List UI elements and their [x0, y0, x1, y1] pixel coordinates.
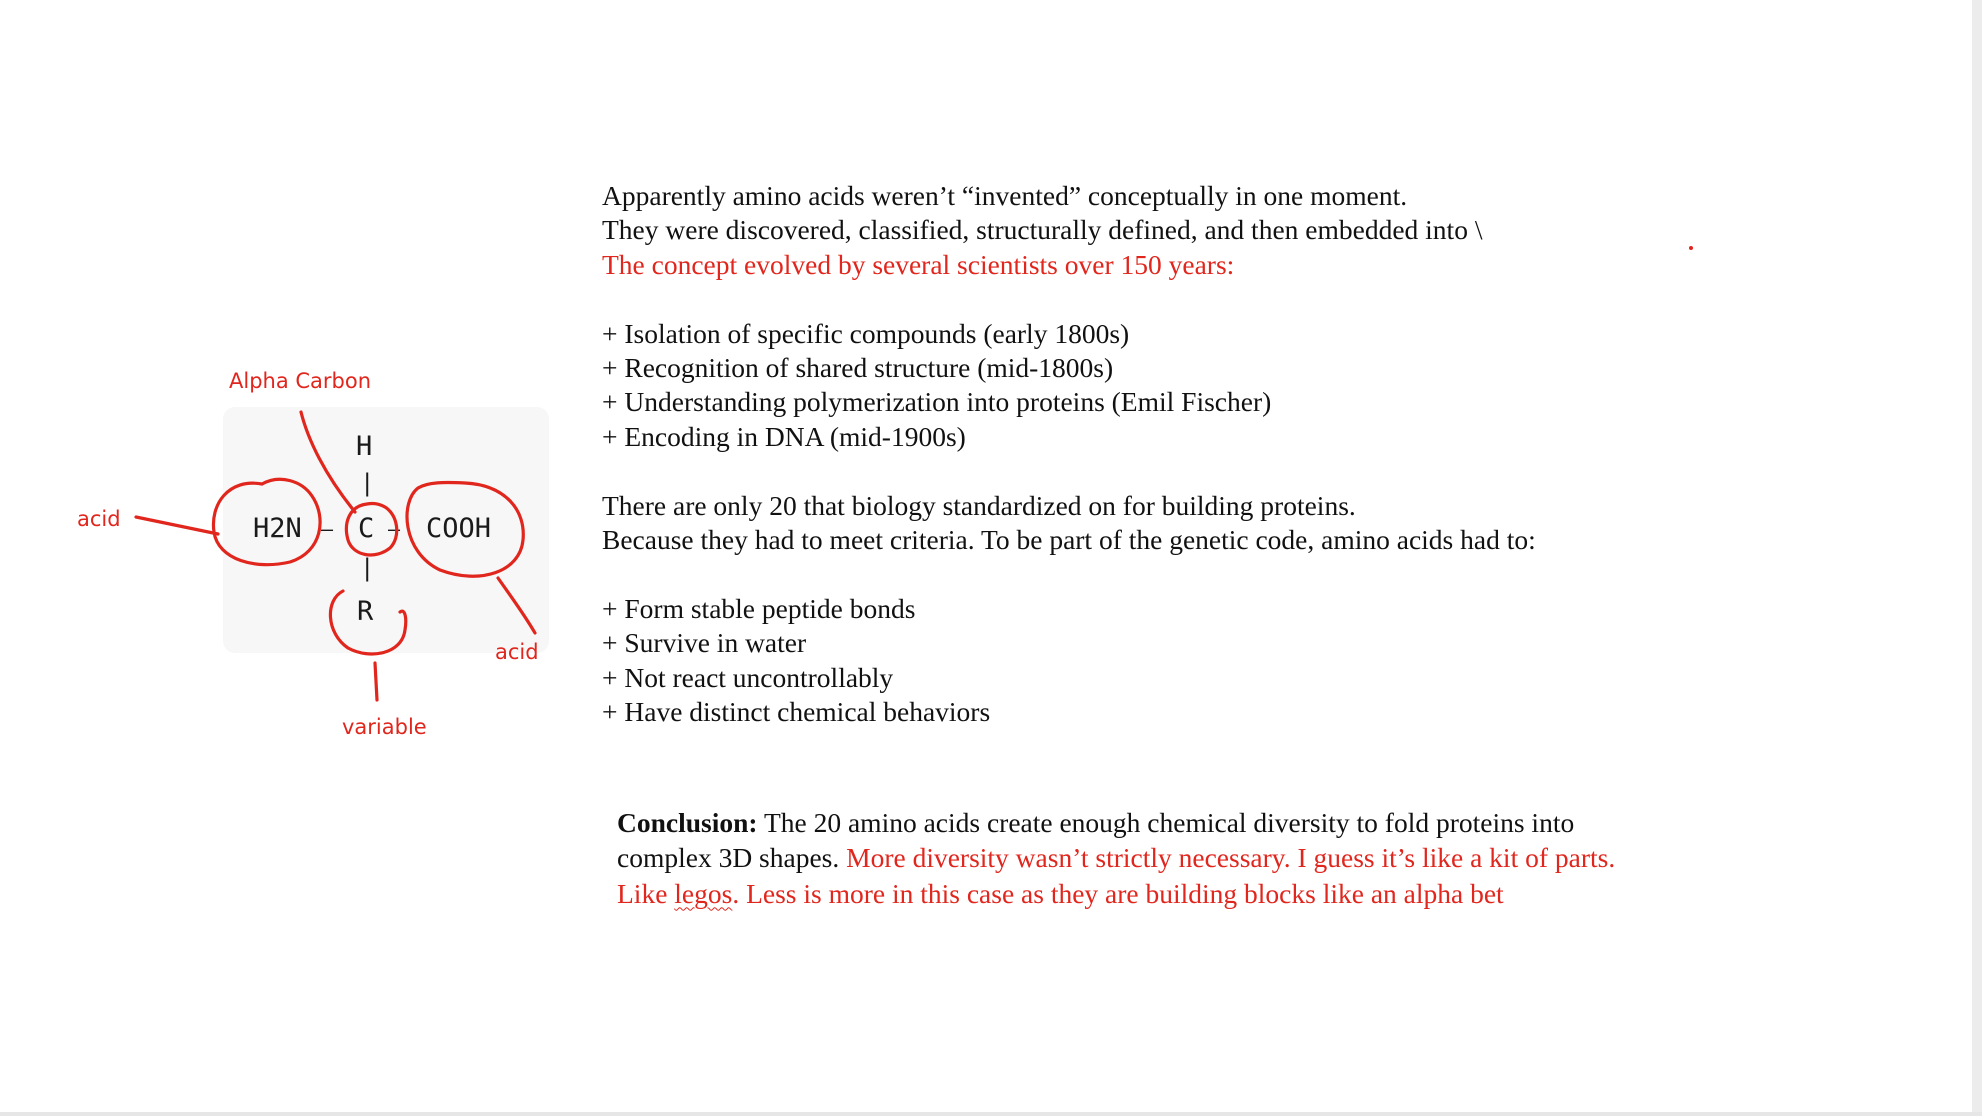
circle-r-group	[330, 591, 405, 654]
bond-left: —	[321, 517, 334, 541]
conclusion-red-text-2: . Less is more in this case as they are building blocks like an alpha bet	[732, 877, 1504, 909]
amine-group: H2N	[253, 513, 302, 544]
standard-line-1: There are only 20 that biology standardized on for building proteins.	[602, 489, 1356, 521]
label-variable: variable	[342, 715, 427, 739]
bond-vertical-bottom: |	[360, 554, 375, 582]
history-item: + Recognition of shared structure (mid-1800s)	[602, 352, 1114, 384]
intro-line-3: The concept evolved by several scientists over 150 years:	[602, 248, 1235, 280]
criteria-item: + Have distinct chemical behaviors	[602, 696, 991, 728]
r-group-atom: R	[357, 596, 374, 627]
criteria-item: + Form stable peptide bonds	[602, 592, 916, 624]
slide-frame-edge-bottom	[0, 1112, 1982, 1116]
circle-amine	[213, 479, 320, 564]
spelling-flag-legos: legos	[674, 877, 733, 909]
pointer-variable	[375, 663, 377, 700]
bond-vertical-top: |	[360, 469, 375, 497]
label-acid-left: acid	[77, 507, 121, 531]
intro-line-2: They were discovered, classified, structurally defined, and then embedded into \	[602, 214, 1483, 246]
criteria-item: + Not react uncontrollably	[602, 661, 894, 693]
label-alpha-carbon: Alpha Carbon	[229, 369, 372, 393]
history-item: + Understanding polymerization into proteins (Emil Fischer)	[602, 386, 1272, 418]
conclusion-label: Conclusion:	[617, 807, 758, 838]
history-item: + Isolation of specific compounds (early 1800s)	[602, 317, 1130, 349]
intro-line-1: Apparently amino acids weren’t “invented” conceptually in one moment.	[602, 180, 1408, 211]
carboxyl-group: COOH	[426, 513, 492, 544]
history-item: + Encoding in DNA (mid-1900s)	[602, 420, 966, 452]
atom-h: H	[356, 431, 373, 462]
criteria-item: + Survive in water	[602, 627, 807, 659]
alpha-carbon-atom: C	[358, 513, 375, 544]
circle-carboxyl	[407, 483, 523, 577]
pointer-acid-right	[498, 578, 535, 633]
conclusion-black-text: The 20 amino acids create enough chemical diversity to fold proteins into complex 3D shapes.	[617, 807, 1575, 874]
slide-frame-edge-right	[1972, 0, 1982, 1116]
label-acid-right: acid	[495, 640, 539, 664]
conclusion-red-text-1: More diversity wasn’t strictly necessary. I guess it’s like a kit of parts. Like	[617, 842, 1616, 909]
standard-line-2: Because they had to meet criteria. To be part of the genetic code, amino acids had to:	[602, 524, 1536, 556]
pointer-alpha-carbon	[301, 412, 355, 512]
pointer-acid-left	[136, 517, 218, 534]
bond-right: —	[388, 517, 401, 541]
